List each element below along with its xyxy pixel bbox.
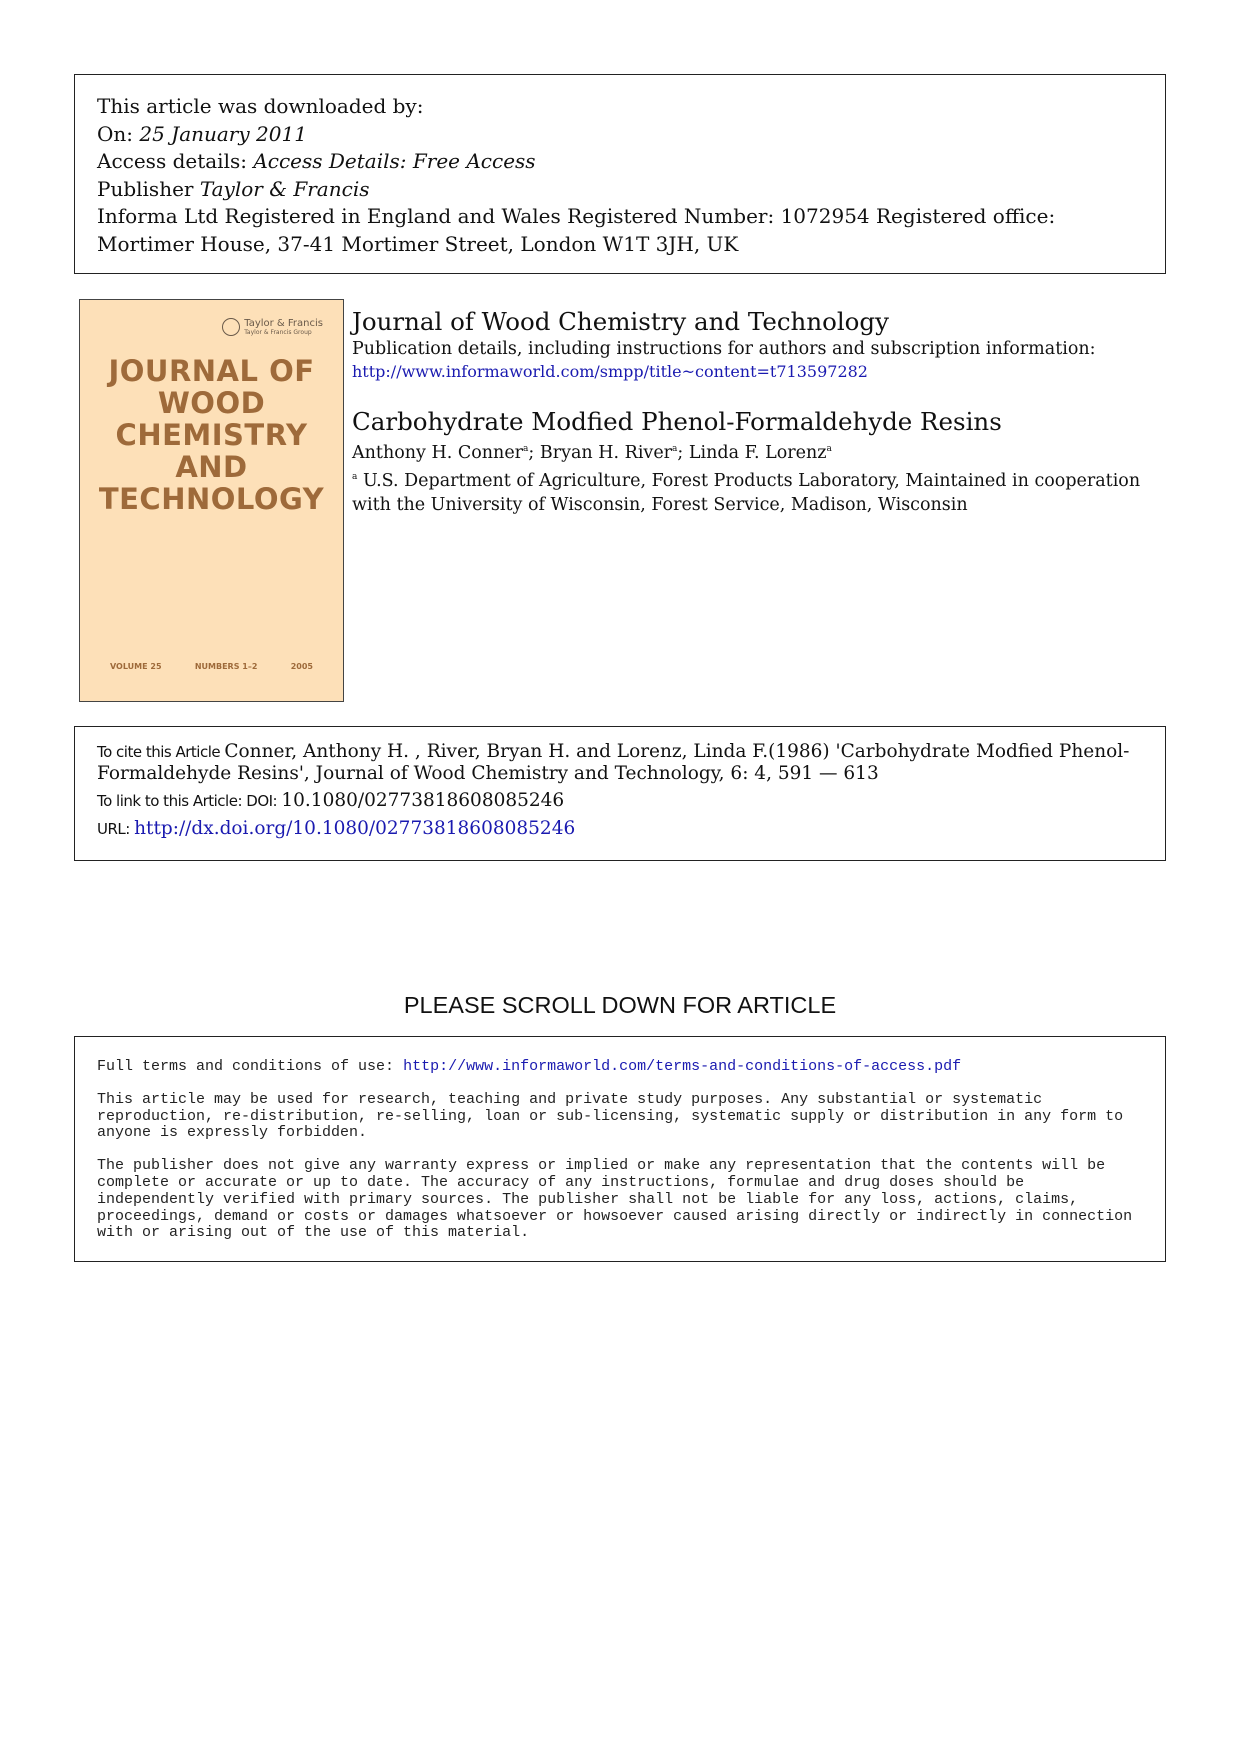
- cover-publisher-name: Taylor & Francis: [244, 318, 323, 329]
- journal-url-link[interactable]: http://www.informaworld.com/smpp/title~content=t713597282: [352, 362, 868, 381]
- doi-value: 10.1080/02773818608085246: [281, 790, 565, 811]
- access-details-line: [97, 148, 1143, 176]
- cover-publisher-sub: Taylor & Francis Group: [244, 329, 312, 336]
- affiliation-text: U.S. Department of Agriculture, Forest Products Laboratory, Maintained in cooperation with the University of Wisconsin, Forest Service, Madison, Wisconsin: [352, 470, 1141, 515]
- cover-footer: [110, 662, 313, 671]
- authors: Anthony H. Conner$^a$; Bryan H. River$^a$; Linda F. Lorenz$^a$: [352, 442, 832, 463]
- url-row: [97, 818, 1143, 840]
- cover-title-line: WOOD: [157, 386, 266, 420]
- cover-title-line: AND: [175, 450, 248, 484]
- journal-cover: [79, 299, 344, 702]
- download-date-line: [97, 121, 1143, 149]
- terms-box: [74, 1036, 1166, 1262]
- download-date: 25 January 2011: [139, 121, 307, 146]
- cover-title-line: TECHNOLOGY: [98, 482, 325, 516]
- cover-title: [80, 355, 343, 515]
- url-label: URL:: [97, 820, 135, 838]
- doi-row: [97, 790, 1143, 812]
- cover-title-line: CHEMISTRY: [115, 418, 308, 452]
- cover-year: 2005: [290, 662, 313, 671]
- publisher-logo-icon: [222, 318, 240, 336]
- author-affil-sup: a: [826, 444, 832, 454]
- author: Linda F. Lorenz: [688, 442, 827, 463]
- author-affil-sup: a: [672, 444, 678, 454]
- access-label: Access details:: [97, 149, 254, 173]
- scroll-notice: PLEASE SCROLL DOWN FOR ARTICLE: [403, 992, 837, 1018]
- terms-url-line: [97, 1059, 1143, 1076]
- terms-url-link[interactable]: http://www.informaworld.com/terms-and-conditions-of-access.pdf: [403, 1058, 962, 1075]
- terms-label: Full terms and conditions of use:: [97, 1058, 404, 1075]
- registered-office: Informa Ltd Registered in England and Wales Registered Number: 1072954 Registered office: Mortimer House, 37-41 Mortimer Street, London W1T 3JH, UK: [97, 204, 1056, 256]
- cover-title-line: JOURNAL OF: [108, 354, 315, 388]
- download-info-box: [74, 74, 1166, 274]
- access-value: Access Details: Free Access: [253, 149, 536, 173]
- terms-para-usage: This article may be used for research, teaching and private study purposes. Any substantial or systematic reproduction, re-distribution, re-selling, loan or sub-licensing, systematic supply or distribution in any form to anyone is expressly forbidden.: [97, 1090, 1124, 1142]
- author: Anthony H. Conner: [352, 442, 524, 463]
- publisher-line: [97, 176, 1143, 204]
- publisher-value: Taylor & Francis: [199, 176, 370, 201]
- article-title: Carbohydrate Modfied Phenol-Formaldehyde Resins: [352, 407, 1002, 436]
- journal-title: Journal of Wood Chemistry and Technology: [352, 307, 889, 336]
- on-label: On:: [97, 121, 140, 146]
- cite-text: Conner, Anthony H. , River, Bryan H. and Lorenz, Linda F.(1986) 'Carbohydrate Modfied Phenol-Formaldehyde Resins', Journal of Wood Chemistry and Technology, 6: 4, 591 — 613: [97, 741, 1130, 784]
- publisher-label: Publisher: [97, 176, 200, 201]
- downloaded-by-line: This article was downloaded by:: [97, 94, 424, 118]
- affiliation: [352, 465, 1152, 517]
- citation-box: [74, 726, 1166, 861]
- terms-para-disclaimer: The publisher does not give any warranty express or implied or make any representation that the contents will be complete or accurate or up to date. The accuracy of any instructions, formulae and drug doses should be independently verified with primary sources. The publisher shall not be liable for any loss, actions, claims, proceedings, demand or costs or damages whatsoever or howsoever caused arising directly or indirectly in connection with or arising out of the use of this material.: [97, 1157, 1133, 1242]
- affiliation-sup: a: [352, 471, 358, 482]
- cover-numbers: NUMBERS 1–2: [194, 662, 258, 671]
- cite-row: [97, 741, 1143, 784]
- cover-publisher: [222, 318, 323, 336]
- article-info: [352, 307, 1152, 517]
- publication-details: Publication details, including instructions for authors and subscription information:: [352, 339, 1096, 359]
- doi-url-link[interactable]: http://dx.doi.org/10.1080/02773818608085246: [134, 818, 576, 839]
- cite-label: To cite this Article: [97, 743, 225, 761]
- doi-label: To link to this Article: DOI:: [97, 792, 282, 810]
- author-affil-sup: a: [523, 444, 529, 454]
- author: Bryan H. River: [539, 442, 673, 463]
- cover-volume: VOLUME 25: [110, 662, 162, 671]
